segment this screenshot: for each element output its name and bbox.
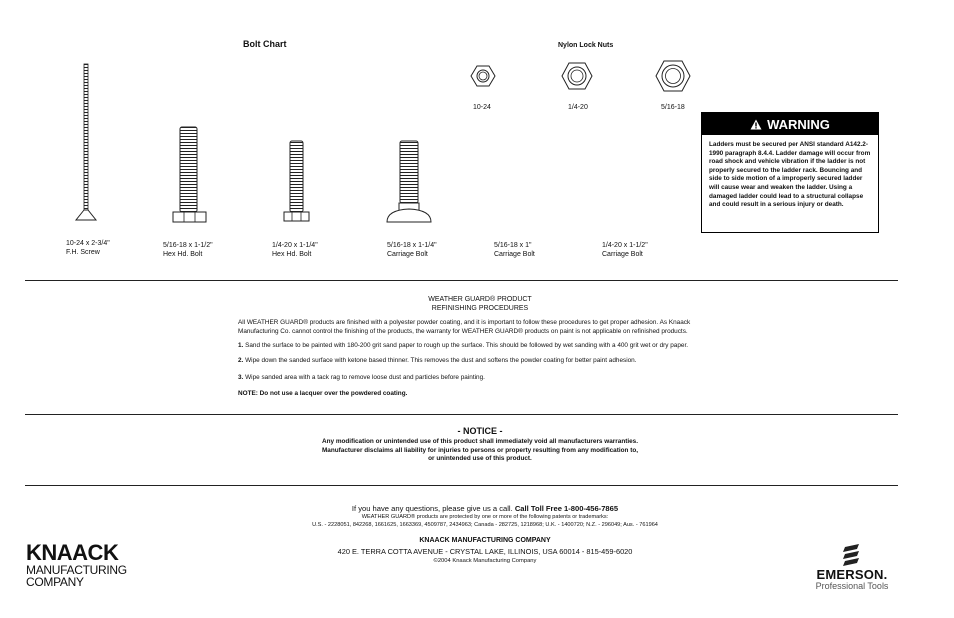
bolt-label-hex-small: 1/4-20 x 1-1/4" Hex Hd. Bolt: [272, 242, 318, 258]
refinishing-step-2: 2. Wipe down the sanded surface with ketone based thinner. This removes the dust and softens the powder coating for better paint adhesion.: [238, 357, 637, 364]
refinishing-step-3: 3. Wipe sanded area with a tack rag to remove loose dust and particles before painting.: [238, 374, 485, 381]
bolt-label-fh-screw: 10-24 x 2-3/4" F.H. Screw: [66, 240, 110, 256]
copyright: ©2004 Knaack Manufacturing Company: [433, 558, 537, 564]
lock-nuts-title: Nylon Lock Nuts: [558, 42, 614, 49]
divider-3: [25, 485, 898, 486]
divider-2: [25, 414, 898, 415]
refinishing-note: NOTE: Do not use a lacquer over the powdered coating.: [238, 390, 408, 397]
refinishing-intro: All WEATHER GUARD® products are finished with a polyester powder coating, and it is important to follow these procedures to get proper adhesion. As Knaack Manufacturing Co. cannot control the finishing of the products, the warranty for WEATHER GUARD® products on paint is not applicable on refinished products.: [238, 319, 691, 335]
lock-nut-size-2: 1/4-20: [568, 104, 588, 111]
carriage-bolt-icon: [387, 141, 431, 222]
warning-triangle-icon: [750, 119, 762, 130]
refinishing-title: WEATHER GUARD® PRODUCT REFINISHING PROCEDURES: [428, 296, 532, 312]
patents-list: U.S. - 2228051, 842268, 1661625, 1663369, 4509787, 2434963; Canada - 282725, 1218968; U.K. - 1400720; N.Z. - 296049; Aus. - 761964: [312, 522, 658, 528]
hex-bolt-small-icon: [284, 141, 309, 221]
bolt-label-carriage-1: 5/16-18 x 1-1/4" Carriage Bolt: [387, 242, 437, 258]
emerson-logo: EMERSON. Professional Tools: [800, 542, 904, 592]
notice-text: Any modification or unintended use of this product shall immediately void all manufacturers warranties. Manufacturer disclaims all liability for injuries to persons or property resulting from any modification to, or unintended use of this product.: [321, 438, 639, 463]
company-address: 420 E. TERRA COTTA AVENUE - CRYSTAL LAKE, ILLINOIS, USA 60014 - 815-459-6020: [337, 547, 633, 556]
company-name: KNAACK MANUFACTURING COMPANY: [419, 537, 551, 544]
lock-nut-size-1: 10-24: [473, 104, 491, 111]
lock-nut-medium-icon: [562, 63, 592, 89]
warning-header: [702, 113, 878, 135]
notice-title: - NOTICE -: [457, 426, 503, 436]
emerson-emblem-icon: [841, 542, 863, 566]
divider-1: [25, 280, 898, 281]
lock-nut-small-icon: [471, 66, 495, 86]
fh-screw-icon: [76, 64, 96, 220]
warning-box: [701, 112, 879, 233]
bolt-label-carriage-3: 1/4-20 x 1-1/2" Carriage Bolt: [602, 242, 648, 258]
hex-bolt-large-icon: [173, 127, 206, 222]
lock-nut-large-icon: [656, 61, 690, 91]
knaack-logo: KNAACK MANUFACTURING COMPANY: [26, 540, 127, 589]
lock-nut-size-3: 5/16-18: [661, 104, 685, 111]
bolt-label-hex-large: 5/16-18 x 1-1/2" Hex Hd. Bolt: [163, 242, 213, 258]
bolt-chart-title: Bolt Chart: [243, 39, 287, 49]
refinishing-step-1: 1. Sand the surface to be painted with 180-200 grit sand paper to rough up the surface. This should be followed by wet sanding with a 400 grit wet or dry paper.: [238, 342, 689, 349]
patents-intro: WEATHER GUARD® products are protected by one or more of the following patents or trademarks:: [361, 514, 609, 520]
contact-line: If you have any questions, please give us a call. Call Toll Free 1-800-456-7865: [351, 504, 619, 513]
bolt-label-carriage-2: 5/16-18 x 1" Carriage Bolt: [494, 242, 535, 258]
warning-heading: WARNING: [767, 116, 830, 132]
warning-text: Ladders must be secured per ANSI standard A142.2-1990 paragraph 8.4.4. Ladder damage will occur from road shock and vehicle vibration if the ladder is not properly secured to the ladder rack. Bouncing and side to side motion of a improperly secured ladder will cause wear and weaken the ladder. Using a damaged ladder could lead to a structural collapse and could result in a serious injury or death.: [709, 141, 871, 209]
